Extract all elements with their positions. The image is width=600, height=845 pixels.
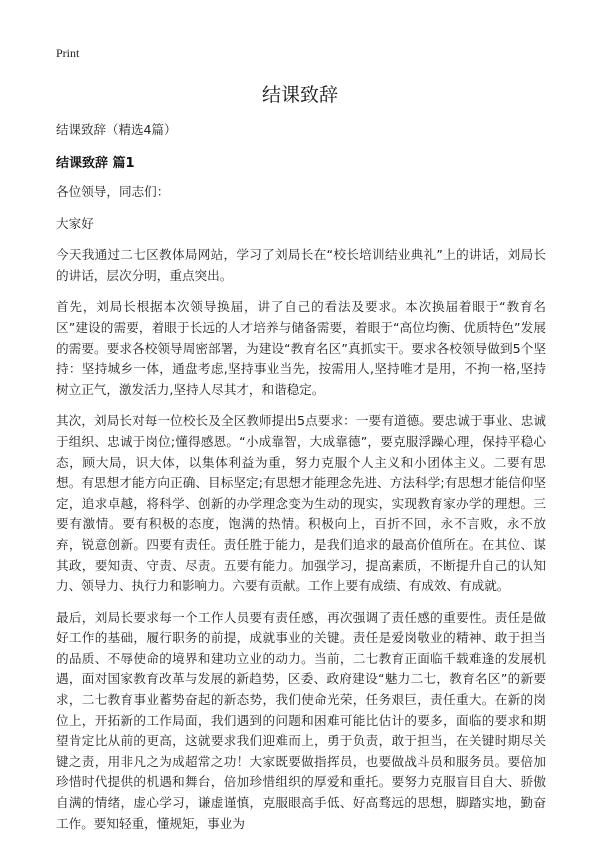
page-title: 结课致辞 [261,84,338,106]
salutation: 各位领导，同志们： [56,184,170,199]
section-heading: 结课致辞 篇1 [56,156,135,171]
document-subtitle: 结课致辞（精选4篇） [56,122,177,137]
body-paragraph: 首先，刘局长根据本次领导换届，讲了自己的看法及要求。本次换届着眼于“教育名区”建设的需要，着眼于长远的人才培养与储备需要，着眼于“高位均衡、优质特色”发展的需要。要求各校领导周密部署，为建设“教育名区”真抓实干。要求各校领导做到5个坚持：坚持城乡一体，通盘考虑,坚持事业当先，按需用人,坚持唯才是用，不拘一格,坚持树立正气，激发活力,坚持人尽其才，和谐稳定。 [56,299,546,397]
body-paragraph: 最后，刘局长要求每一个工作人员要有责任感，再次强调了责任感的重要性。责任是做好工作的基础，履行职务的前提，成就事业的关键。责任是爱岗敬业的精神、敢于担当的品质、不辱使命的境界和建功立业的动力。当前，二七教育正面临千载难逢的发展机遇，面对国家教育改革与发展的新趋势，区委、政府建设“魅力二七，教育名区”的新要求，二七教育事业蓄势奋起的新态势，我们使命光荣，任务艰巨，责任重大。在新的岗位上，开拓新的工作局面，我们遇到的问题和困难可能比估计的要多，面临的要求和期望肯定比从前的更高，这就要求我们迎难而上，勇于负责，敢于担当，在关键时期尽关键之责，用非凡之为成超常之功！大家既要做指挥员，也要做战斗员和服务员。要倍加珍惜时代提供的机遇和舞台，倍加珍惜组织的厚爱和重托。要努力克服盲目自大、骄傲自满的情绪，虚心学习，谦虚谨慎，克服眼高手低、好高骛远的思想，脚踏实地，勤奋工作。要知轻重，懂规矩，事业为 [56,609,546,831]
document-body [56,182,546,845]
body-paragraph: 今天我通过二七区教体局网站，学习了刘局长在“校长培训结业典礼”上的讲话，刘局长的讲话，层次分明，重点突出。 [56,247,546,283]
body-paragraph: 其次，刘局长对每一位校长及全区教师提出5点要求：一要有道德。要忠诚于事业、忠诚于组织、忠诚于岗位;懂得感恩。“小成靠智，大成靠德”，要克服浮躁心理，保持平稳心态，顾大局，识大体，以集体利益为重，努力克服个人主义和小团体主义。二要有思想。有思想才能方向正确、目标坚定;有思想才能理念先进、方法科学;有思想才能信仰坚定，追求卓越，将科学、创新的办学理念变为生动的现实，实现教育家办学的理想。三要有激情。要有积极的态度，饱满的热情。积极向上，百折不回，永不言败，永不放弃，锐意创新。四要有责任。责任胜于能力，是我们追求的最高价值所在。在其位、谋其政，要知责、守责、尽责。五要有能力。加强学习，提高素质，不断提升自己的认知力、领导力、执行力和影响力。六要有贡献。工作上要有成绩、有成效、有成就。 [56,413,546,594]
print-label: Print [56,46,80,60]
greeting: 大家好 [56,215,94,231]
